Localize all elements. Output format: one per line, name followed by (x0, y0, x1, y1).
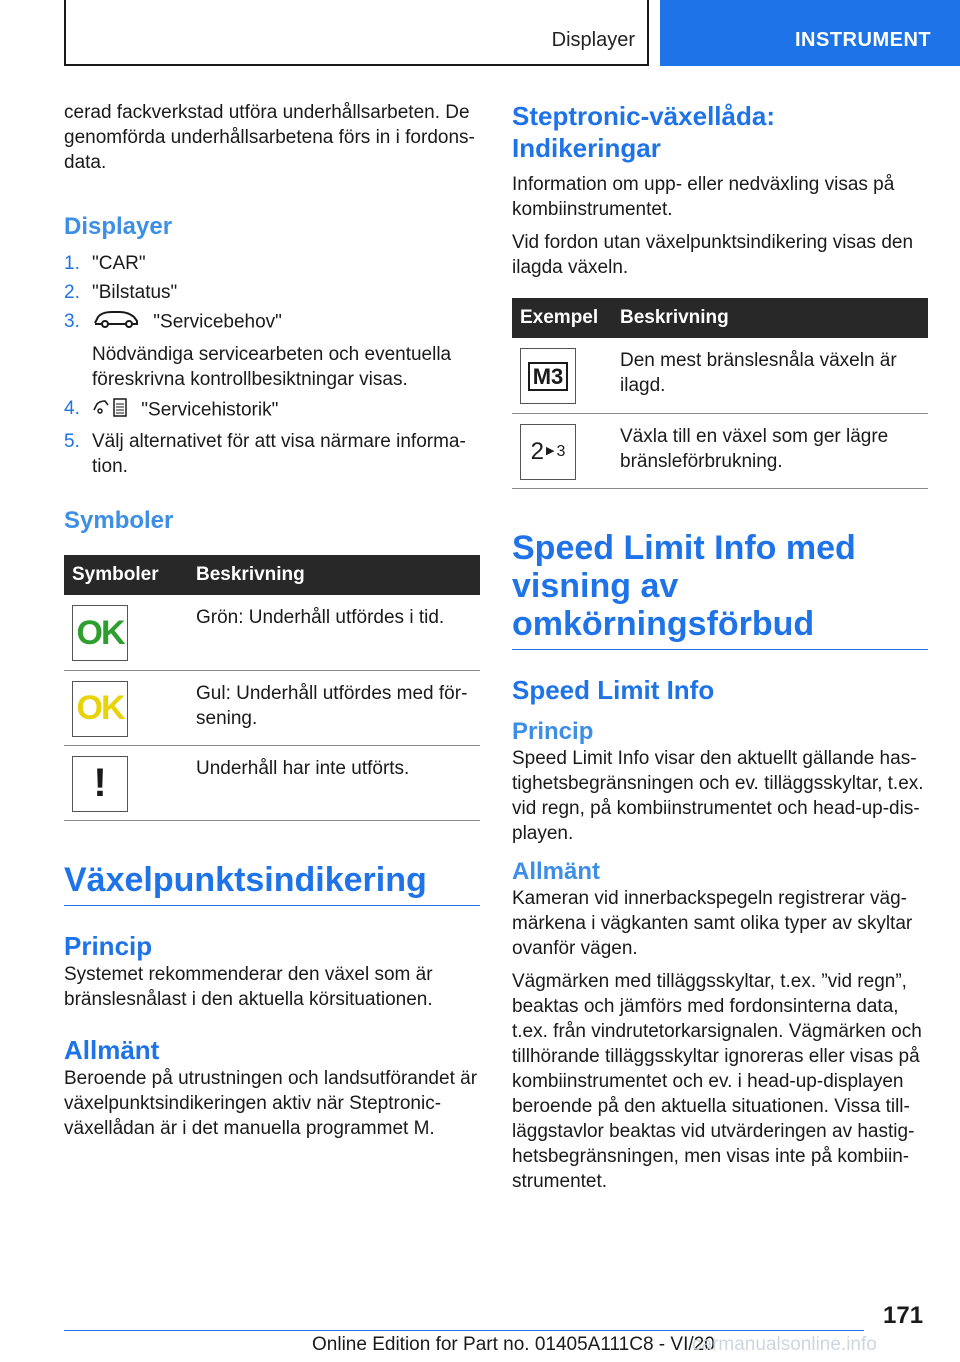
shift-2-to-3-icon: 2 ▶ 3 (520, 424, 576, 480)
table-row (64, 670, 480, 745)
footer-edition: Online Edition for Part no. 01405A111C8 - VI/20 (312, 1334, 715, 1355)
header-section: Displayer (551, 29, 635, 51)
list-item: 1. "CAR" (64, 253, 146, 274)
list-item: 3. "Servicebehov" Nödvändiga servicearbeten och eventuella föreskrivna kontrollbesiktningar visas. (64, 309, 480, 392)
table-header-example: Exempel (512, 298, 612, 338)
table-header-description: Beskrivning (188, 555, 480, 595)
table-cell: Underhåll har inte utförts. (188, 745, 480, 820)
right-column (512, 100, 928, 1194)
vxl-heading: Växelpunktsindikering (64, 860, 427, 899)
footer-rule (64, 1330, 864, 1331)
table-cell: Grön: Underhåll utfördes i tid. (188, 595, 480, 670)
princip-heading-right: Princip (512, 717, 594, 745)
steps-list (64, 251, 480, 479)
exclamation-icon: ! (72, 756, 128, 812)
symboler-heading: Symboler (64, 507, 174, 534)
page-number: 171 (883, 1302, 924, 1329)
table-cell: Den mest bränslesnåla växeln är ilagd. (612, 338, 928, 413)
allmant-text: Beroende på utrustningen och landsutförandet är växelpunktsindikeringen aktiv när Steptronic-växellådan är i det manuella programmet M. (64, 1067, 478, 1139)
list-item: 2. "Bilstatus" (64, 282, 178, 303)
princip-text-right: Speed Limit Info visar den aktuellt gällande hastighetsbegränsningen och ev. tilläggsskyltar, t.ex. vid regn, på kombiinstrumentet och head-up-displayen. (512, 747, 924, 844)
footer-watermark: carmanualsonline.info (692, 1334, 877, 1355)
arrow-right-icon: ▶ (545, 445, 555, 457)
header-section-box (64, 0, 649, 66)
step-note: Nödvändiga servicearbeten och eventuella föreskrivna kontrollbesiktningar visas. (92, 344, 452, 390)
heading-rule (64, 905, 480, 906)
list-item: 5. Välj alternativet för att visa närmare information. (64, 431, 466, 477)
m3-gear-icon: M3 (520, 348, 576, 404)
symbol-table (64, 555, 480, 821)
steptronic-text-1: Information om upp- eller nedväxling visas på kombiinstrumentet. (512, 174, 895, 220)
car-service-icon (92, 309, 140, 336)
intro-text: cerad fackverkstad utföra underhållsarbeten. De genomförda underhållsarbetena förs in i fordonsdata. (64, 102, 475, 173)
service-history-icon (92, 396, 128, 425)
sli-subheading: Speed Limit Info (512, 674, 715, 705)
heading-rule (512, 649, 928, 650)
table-row (512, 338, 928, 413)
left-column (64, 100, 480, 1141)
table-row (64, 745, 480, 820)
allmant-heading: Allmänt (64, 1034, 160, 1065)
header-chapter: INSTRUMENT (795, 29, 932, 51)
table-cell: Växla till en växel som ger lägre bränsleförbrukning. (612, 413, 928, 488)
displayer-heading: Displayer (64, 213, 173, 240)
list-item: 4. "Servicehistorik" (64, 396, 480, 425)
ok-yellow-icon: OK (72, 681, 128, 737)
table-header-description: Beskrivning (612, 298, 928, 338)
allmant-heading-right: Allmänt (512, 857, 601, 885)
princip-text: Systemet rekommenderar den växel som är bränslesnålast i den aktuella körsituationen. (64, 963, 433, 1010)
table-row (512, 413, 928, 488)
gear-table (512, 298, 928, 489)
steptronic-text-2: Vid fordon utan växelpunktsindikering visas den ilagda växeln. (512, 232, 914, 278)
sli-heading: Speed Limit Info med visning av omkörningsförbud (512, 528, 856, 643)
allmant-text-right-2: Vägmärken med tilläggsskyltar, t.ex. ”vid regn”, beaktas och jämförs med fordonsinterna data, t.ex. från vindrutetorkarsignalen. Vägmärken och tillhörande tilläggsskyltar ignoreras eller visas på kombiinstrumentet och ev. i head-up-displayen beroende på den aktuella situationen. Vissa tillläggstavlor beaktas vid utvärderingen av hastighetsbegränsningen, men visas inte på kombiinstrumentet. (512, 970, 922, 1192)
header-chapter-tab (660, 0, 960, 66)
table-row (64, 595, 480, 670)
table-header-symbols: Symboler (64, 555, 188, 595)
princip-heading: Princip (64, 930, 153, 961)
steptronic-heading: Steptronic-växellåda: Indikeringar (512, 101, 775, 163)
allmant-text-right-1: Kameran vid innerbackspegeln registrerar vägmärkena i vägkanten samt olika typer av skyltar ovanför vägen. (512, 887, 913, 959)
table-cell: Gul: Underhåll utfördes med försening. (188, 670, 480, 745)
ok-green-icon: OK (72, 605, 128, 661)
